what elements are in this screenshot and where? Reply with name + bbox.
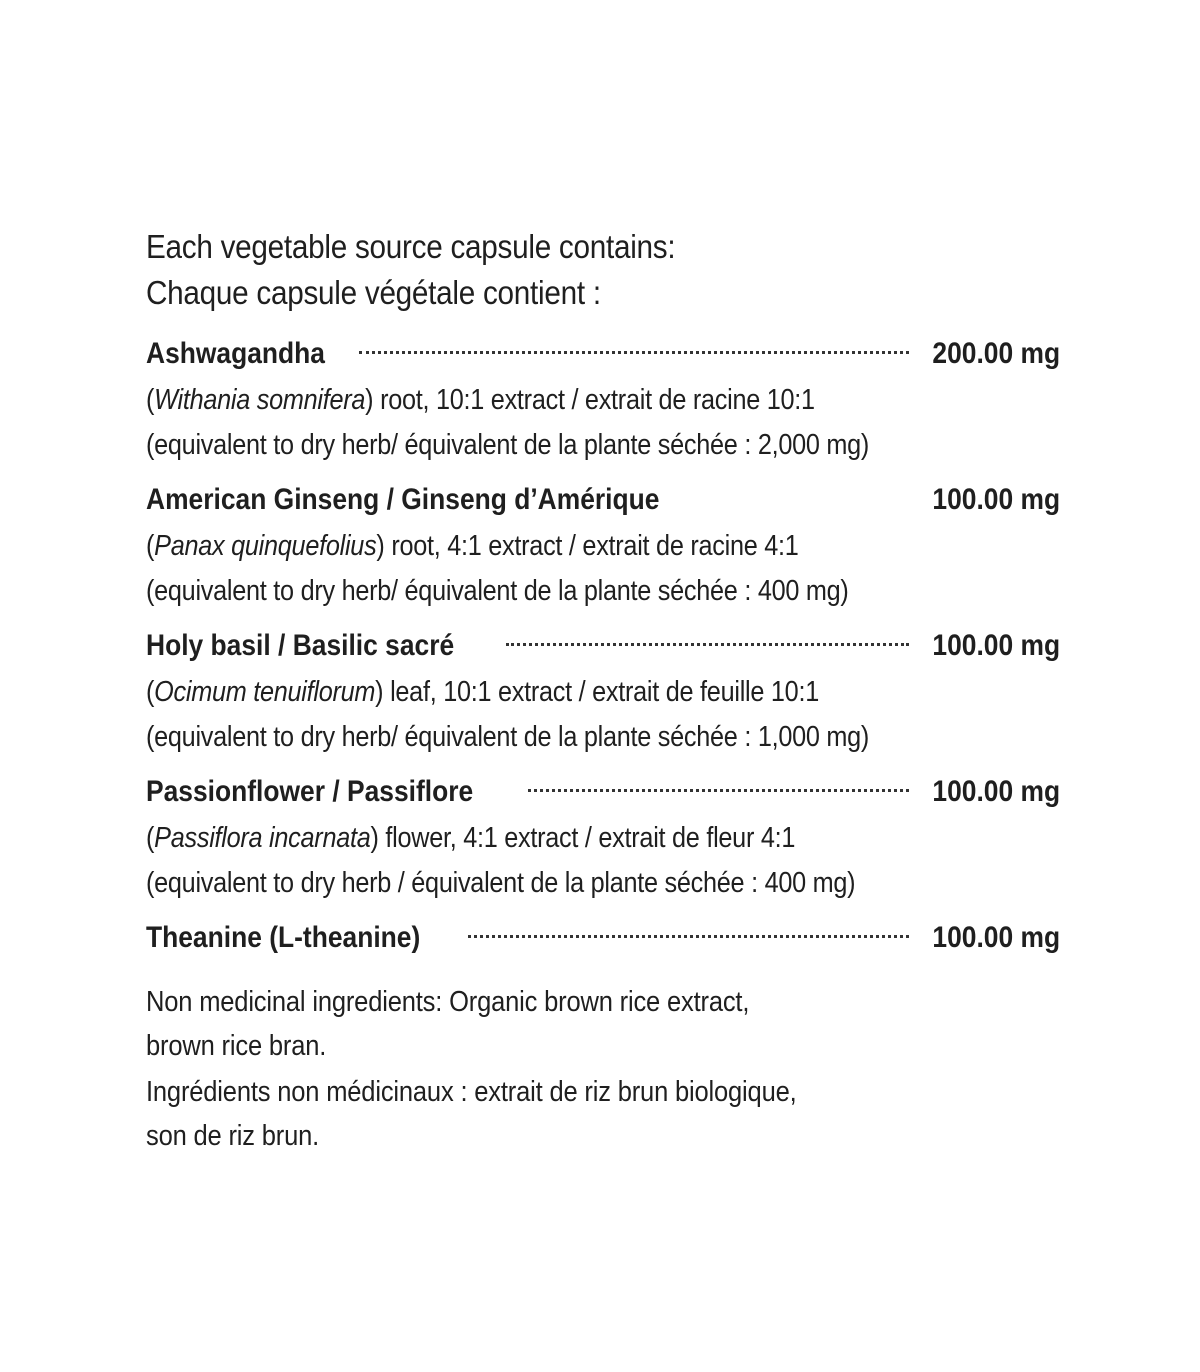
nmi-english-line1: Non medicinal ingredients: Organic brown rice extract, (146, 986, 750, 1018)
ingredient-amount: 100.00 mg (932, 483, 1060, 516)
dot-leader (359, 351, 909, 354)
ingredient-passionflower (146, 768, 1060, 906)
ingredient-amount: 100.00 mg (932, 921, 1060, 954)
extract-detail: root, 4:1 extract / extrait de racine 4:1 (384, 530, 799, 562)
ingredient-name: American Ginseng / Ginseng d’Amérique (146, 483, 660, 516)
ingredient-name: Theanine (L-theanine) (146, 921, 421, 954)
ingredient-american-ginseng (146, 476, 1060, 614)
ingredient-amount: 100.00 mg (932, 629, 1060, 662)
ingredient-amount: 200.00 mg (932, 337, 1060, 370)
ingredient-source: (Passiflora incarnata) flower, 4:1 extract / extrait de fleur 4:1 (146, 822, 796, 854)
ingredient-ashwagandha (146, 330, 1060, 468)
extract-detail: root, 10:1 extract / extrait de racine 10:1 (373, 384, 815, 416)
latin-name: Withania somnifera (154, 384, 366, 416)
ingredient-name: Passionflower / Passiflore (146, 775, 474, 808)
ingredient-theanine (146, 914, 1060, 962)
nmi-french-line1: Ingrédients non médicinaux : extrait de riz brun biologique, (146, 1076, 797, 1108)
dot-leader (739, 497, 908, 500)
extract-detail: flower, 4:1 extract / extrait de fleur 4:1 (378, 822, 796, 854)
heading-english: Each vegetable source capsule contains: (146, 228, 676, 265)
nmi-english-line2: brown rice bran. (146, 1030, 327, 1062)
ingredient-source: (Panax quinquefolius) root, 4:1 extract / extrait de racine 4:1 (146, 530, 799, 562)
ingredient-equivalent: (equivalent to dry herb/ équivalent de la plante séchée : 1,000 mg) (146, 721, 870, 753)
ingredient-source: (Ocimum tenuiflorum) leaf, 10:1 extract / extrait de feuille 10:1 (146, 676, 819, 708)
ingredient-equivalent: (equivalent to dry herb/ équivalent de la plante séchée : 400 mg) (146, 575, 849, 607)
latin-name: Passiflora incarnata (154, 822, 371, 854)
latin-name: Panax quinquefolius (154, 530, 377, 562)
ingredient-source: (Withania somnifera) root, 10:1 extract / extrait de racine 10:1 (146, 384, 815, 416)
latin-name: Ocimum tenuiflorum (154, 676, 376, 708)
heading-block (146, 224, 1060, 316)
supplement-facts-panel (146, 224, 1060, 1158)
dot-leader (468, 935, 909, 938)
ingredient-amount: 100.00 mg (932, 775, 1060, 808)
dot-leader (506, 643, 909, 646)
ingredient-row (146, 622, 1060, 670)
nmi-french-line2: son de riz brun. (146, 1120, 320, 1152)
ingredient-row (146, 476, 1060, 524)
ingredient-name: Holy basil / Basilic sacré (146, 629, 455, 662)
dot-leader (528, 789, 909, 792)
non-medicinal-ingredients (146, 980, 950, 1158)
ingredient-holy-basil (146, 622, 1060, 760)
ingredient-equivalent: (equivalent to dry herb/ équivalent de la plante séchée : 2,000 mg) (146, 429, 870, 461)
ingredient-equivalent: (equivalent to dry herb / équivalent de la plante séchée : 400 mg) (146, 867, 856, 899)
heading-french: Chaque capsule végétale contient : (146, 274, 601, 311)
ingredient-name: Ashwagandha (146, 337, 325, 370)
extract-detail: leaf, 10:1 extract / extrait de feuille 10:1 (383, 676, 819, 708)
ingredient-row (146, 768, 1060, 816)
ingredient-row (146, 330, 1060, 378)
ingredient-row (146, 914, 1060, 962)
